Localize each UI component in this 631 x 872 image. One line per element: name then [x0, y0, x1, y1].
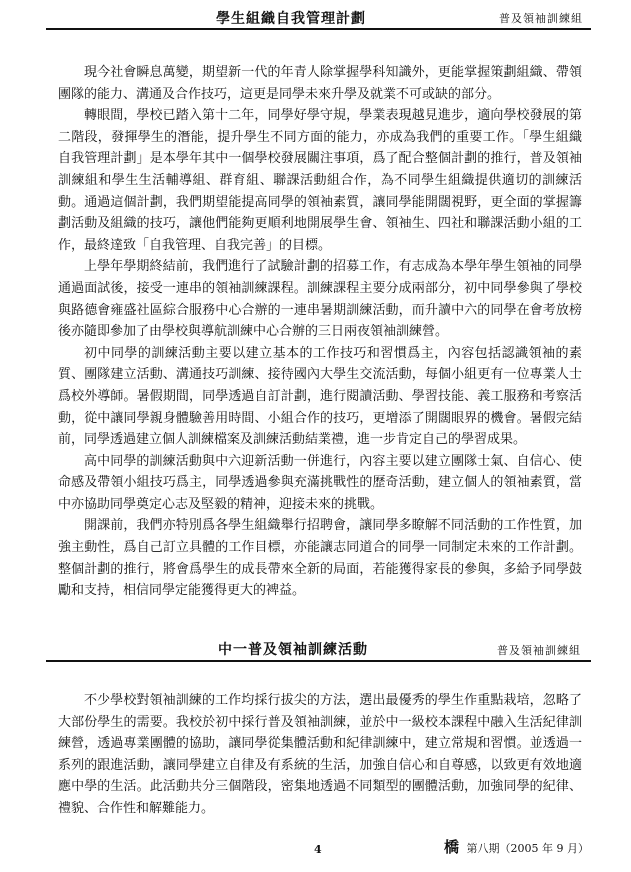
page-number: 4 — [314, 843, 322, 856]
section1-header — [46, 6, 591, 30]
paragraph: 不少學校對領袖訓練的工作均採行拔尖的方法，選出最優秀的學生作重點栽培，忽略了大部份學生的需要。我校於初中採行普及領袖訓練，並於中一級校本課程中融入生活紀律訓練營，透過專業團體的協助，讓同學從集體活動和紀律訓練中，建立常規和習慣。並透過一系列的跟進活動，讓同學建立自律及有系統的生活，加強自信心和自尊感，以致更有效地適應中學的生活。此活動共分三個階段，密集地透過不同類型的團體活動，加強同學的紀律、禮貌、合作性和解難能力。 — [58, 693, 582, 816]
issue-info — [444, 836, 589, 857]
paragraph: 高中同學的訓練活動與中六迎新活動一併進行，內容主要以建立團隊士氣、自信心、使命感及帶領小組技巧爲主，同學透過參與充滿挑戰性的歷奇活動，建立個人的領袖素質，當中亦協助同學奠定心志及堅毅的精神，迎接未來的挑戰。 — [58, 453, 582, 512]
newsletter-logo: 橋 — [444, 838, 460, 856]
paragraph: 上學年學期終結前，我們進行了試驗計劃的招募工作，有志成為本學年學生領袖的同學通過面試後，接受一連串的領袖訓練課程。訓練課程主要分成兩部分，初中同學參與了學校與路德會雍盛社區綜合服務中心合辦的一連串暑期訓練活動，而升讀中六的同學在會考放榜後亦隨即參加了由學校與導航訓練中心合辦的三日兩夜領袖訓練營。 — [58, 259, 582, 340]
section1-title: 學生組織自我管理計劃 — [216, 11, 366, 27]
paragraph: 開課前，我們亦特別爲各學生組織舉行招聘會，讓同學多瞭解不同活動的工作性質，加強主動性，爲自己訂立具體的工作目標，亦能讓志同道合的同學一同制定未來的工作計劃。整個計劃的推行，將會爲學生的成長帶來全新的局面，若能獲得家長的參與，多給予同學鼓勵和支持，相信同學定能獲得更大的裨益。 — [58, 518, 582, 599]
section2-title: 中一普及領袖訓練活動 — [218, 642, 368, 658]
section2-body — [58, 690, 582, 820]
section1-org: 普及領袖訓練組 — [499, 12, 583, 25]
section2-header — [46, 636, 591, 662]
section2-org: 普及領袖訓練組 — [497, 644, 581, 657]
paragraph: 初中同學的訓練活動主要以建立基本的工作技巧和習慣爲主，內容包括認識領袖的素質、團隊建立活動、溝通技巧訓練、接待國內大學生交流活動，每個小組更有一位專業人士爲校外導師。暑假期間，同學透過自訂計劃，進行閱讀活動、學習技能、義工服務和考察活動，從中讓同學親身體驗善用時間、小組合作的技巧，更增添了開闊眼界的機會。暑假完結前，同學透過建立個人訓練檔案及訓練活動結業禮，進一步肯定自己的學習成果。 — [58, 345, 582, 448]
paragraph: 轉眼間，學校已踏入第十二年，同學好學守規，學業表現越見進步，適向學校發展的第二階段，發揮學生的潛能，提升學生不同方面的能力，亦成為我們的重要工作。「學生組織自我管理計劃」是本學年其中一個學校發展關注事項，爲了配合整個計劃的推行，普及領袖訓練組和學生生活輔導組、群育組、聯課活動組合作，為不同學生組織提供適切的訓練活動。通過這個計劃，我們期望能提高同學的領袖素質，讓同學能開闊視野，更全面的掌握籌劃活動及組織的技巧，讓他們能夠更順利地開展學生會、領袖生、四社和聯課活動小組的工作，最終達致「自我管理、自我完善」的目標。 — [58, 108, 582, 253]
section1-body — [58, 62, 582, 602]
issue-label: 第八期（2005 年 9 月） — [466, 842, 589, 855]
paragraph: 現今社會瞬息萬變，期望新一代的年青人除掌握學科知識外，更能掌握策劃組織、帶領團隊的能力、溝通及合作技巧，這更是同學未來升學及就業不可或缺的部分。 — [58, 65, 582, 102]
